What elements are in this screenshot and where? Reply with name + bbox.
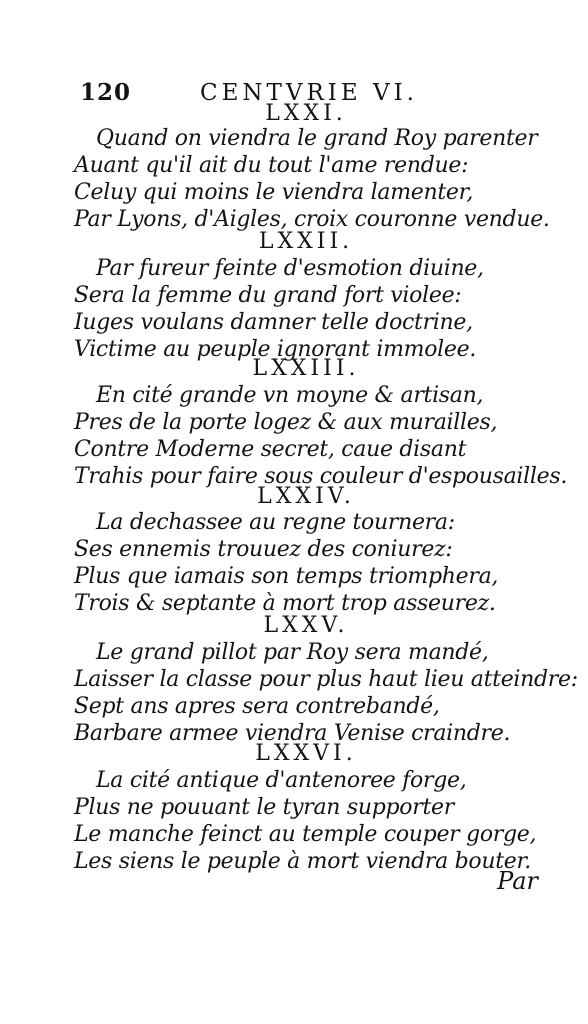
verse-line: Ses ennemis trouuez des coniurez: <box>74 537 453 562</box>
verse-line: Sera la femme du grand fort violee: <box>74 283 462 308</box>
quatrain-number: LXXIII. <box>252 356 360 381</box>
verse-line: Contre Moderne secret, caue disant <box>74 437 467 462</box>
quatrain-number: LXXII. <box>258 229 354 254</box>
running-title: CENTVRIE VI. <box>200 80 418 106</box>
verse-line: Plus ne pouuant le tyran supporter <box>74 795 454 820</box>
verse-line: La cité antique d'antenoree forge, <box>96 768 467 793</box>
quatrain-number: LXXI. <box>265 101 347 126</box>
verse-line: Quand on viendra le grand Roy parenter <box>96 126 538 151</box>
page-number: 120 <box>80 79 132 106</box>
verse-line: Auant qu'il ait du tout l'ame rendue: <box>74 153 469 178</box>
quatrain-number: LXXIV. <box>257 484 355 509</box>
verse-line: Celuy qui moins le viendra lamenter, <box>74 180 474 205</box>
verse-line: Le manche feinct au temple couper gorge, <box>74 822 537 847</box>
verse-line: Victime au peuple ignorant immolee. <box>74 337 477 362</box>
verse-line: Trahis pour faire sous couleur d'espousailles. <box>74 464 568 489</box>
quatrain-number: LXXV. <box>263 613 349 638</box>
verse-line: Par Lyons, d'Aigles, croix couronne vendue. <box>74 207 550 232</box>
quatrain-number: LXXVI. <box>255 741 357 766</box>
verse-line: Plus que iamais son temps triomphera, <box>74 564 499 589</box>
verse-line: Trois & septante à mort trop asseurez. <box>74 591 496 616</box>
verse-line: Pres de la porte logez & aux murailles, <box>74 410 498 435</box>
verse-line: Les siens le peuple à mort viendra bouter. <box>74 849 531 874</box>
verse-line: Laisser la classe pour plus haut lieu atteindre: <box>74 667 578 692</box>
verse-line: Barbare armee viendra Venise craindre. <box>74 721 511 746</box>
verse-line: Sept ans apres sera contrebandé, <box>74 694 440 719</box>
verse-line: Iuges voulans damner telle doctrine, <box>74 310 473 335</box>
verse-line: En cité grande vn moyne & artisan, <box>96 383 484 408</box>
verse-line: La dechassee au regne tournera: <box>96 510 455 535</box>
catchword: Par <box>497 867 538 895</box>
verse-line: Par fureur feinte d'esmotion diuine, <box>96 256 484 281</box>
verse-line: Le grand pillot par Roy sera mandé, <box>96 640 489 665</box>
